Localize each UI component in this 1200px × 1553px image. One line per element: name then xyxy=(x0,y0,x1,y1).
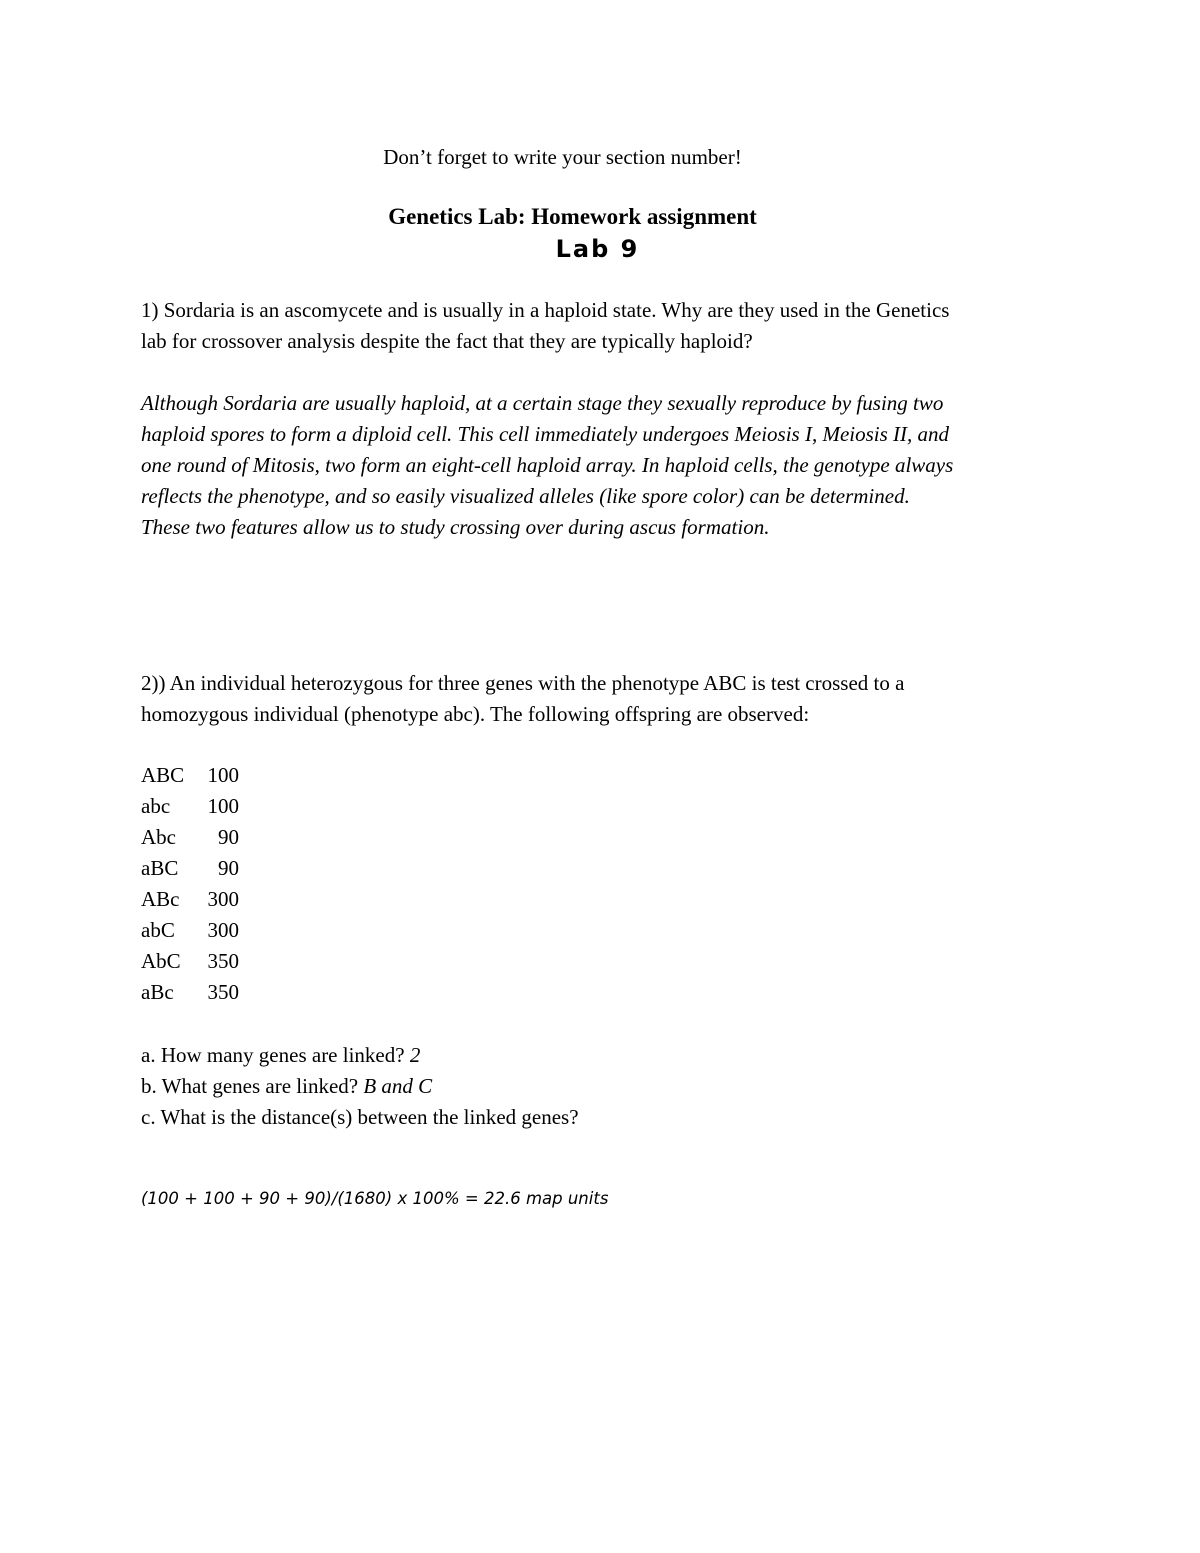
answer-1-line: These two features allow us to study crossing over during ascus formation. xyxy=(141,515,770,539)
offspring-count: 100 xyxy=(207,794,239,818)
section-number-reminder: Don’t forget to write your section number! xyxy=(383,145,742,169)
part-b-answer: B and C xyxy=(363,1074,433,1098)
question-part-a xyxy=(141,1040,579,1071)
offspring-count: 300 xyxy=(207,918,239,942)
question-2 xyxy=(141,668,1071,730)
offspring-genotype: abc xyxy=(141,794,171,818)
answer-1-line: reflects the phenotype, and so easily visualized alleles (like spore color) can be determined. xyxy=(141,484,910,508)
offspring-genotype: ABc xyxy=(141,887,180,911)
offspring-genotype: ABC xyxy=(141,763,185,787)
offspring-row xyxy=(141,822,239,853)
question-1 xyxy=(141,295,1071,357)
offspring-list xyxy=(141,760,239,1008)
offspring-count: 350 xyxy=(207,949,239,973)
part-b-question: b. What genes are linked? xyxy=(141,1074,364,1098)
question-2-line: 2)) An individual heterozygous for three genes with the phenotype ABC is test crossed to a xyxy=(141,671,905,695)
question-part-b xyxy=(141,1071,579,1102)
part-a-question: a. How many genes are linked? xyxy=(141,1043,410,1067)
question-1-line: 1) Sordaria is an ascomycete and is usually in a haploid state. Why are they used in the Genetics xyxy=(141,298,950,322)
offspring-count: 300 xyxy=(207,887,239,911)
offspring-count: 90 xyxy=(218,825,239,849)
offspring-row xyxy=(141,791,239,822)
offspring-row xyxy=(141,884,239,915)
offspring-row xyxy=(141,915,239,946)
part-c-question: c. What is the distance(s) between the linked genes? xyxy=(141,1105,579,1129)
lab-number: Lab 9 xyxy=(555,235,640,263)
offspring-row xyxy=(141,946,239,977)
offspring-count: 350 xyxy=(207,980,239,1004)
answer-1-line: Although Sordaria are usually haploid, at a certain stage they sexually reproduce by fusing two xyxy=(141,391,944,415)
offspring-count: 90 xyxy=(218,856,239,880)
answer-1-line: haploid spores to form a diploid cell. This cell immediately undergoes Meiosis I, Meiosis II, and xyxy=(141,422,950,446)
question-1-line: lab for crossover analysis despite the fact that they are typically haploid? xyxy=(141,329,753,353)
question-part-c xyxy=(141,1102,579,1133)
offspring-count: 100 xyxy=(207,763,239,787)
offspring-row xyxy=(141,853,239,884)
offspring-genotype: aBc xyxy=(141,980,174,1004)
question-1-answer xyxy=(141,388,1071,543)
question-2-line: homozygous individual (phenotype abc). The following offspring are observed: xyxy=(141,702,810,726)
part-a-answer: 2 xyxy=(409,1043,421,1067)
offspring-genotype: aBC xyxy=(141,856,179,880)
document-title: Genetics Lab: Homework assignment xyxy=(388,204,757,229)
offspring-row xyxy=(141,977,239,1008)
offspring-genotype: Abc xyxy=(141,825,176,849)
offspring-genotype: AbC xyxy=(141,949,181,973)
offspring-genotype: abC xyxy=(141,918,175,942)
offspring-row xyxy=(141,760,239,791)
map-distance-formula: (100 + 100 + 90 + 90)/(1680) x 100% = 22.6 map units xyxy=(141,1189,609,1208)
answer-1-line: one round of Mitosis, two form an eight-cell haploid array. In haploid cells, the genotype always xyxy=(141,453,954,477)
question-2-parts xyxy=(141,1040,579,1133)
